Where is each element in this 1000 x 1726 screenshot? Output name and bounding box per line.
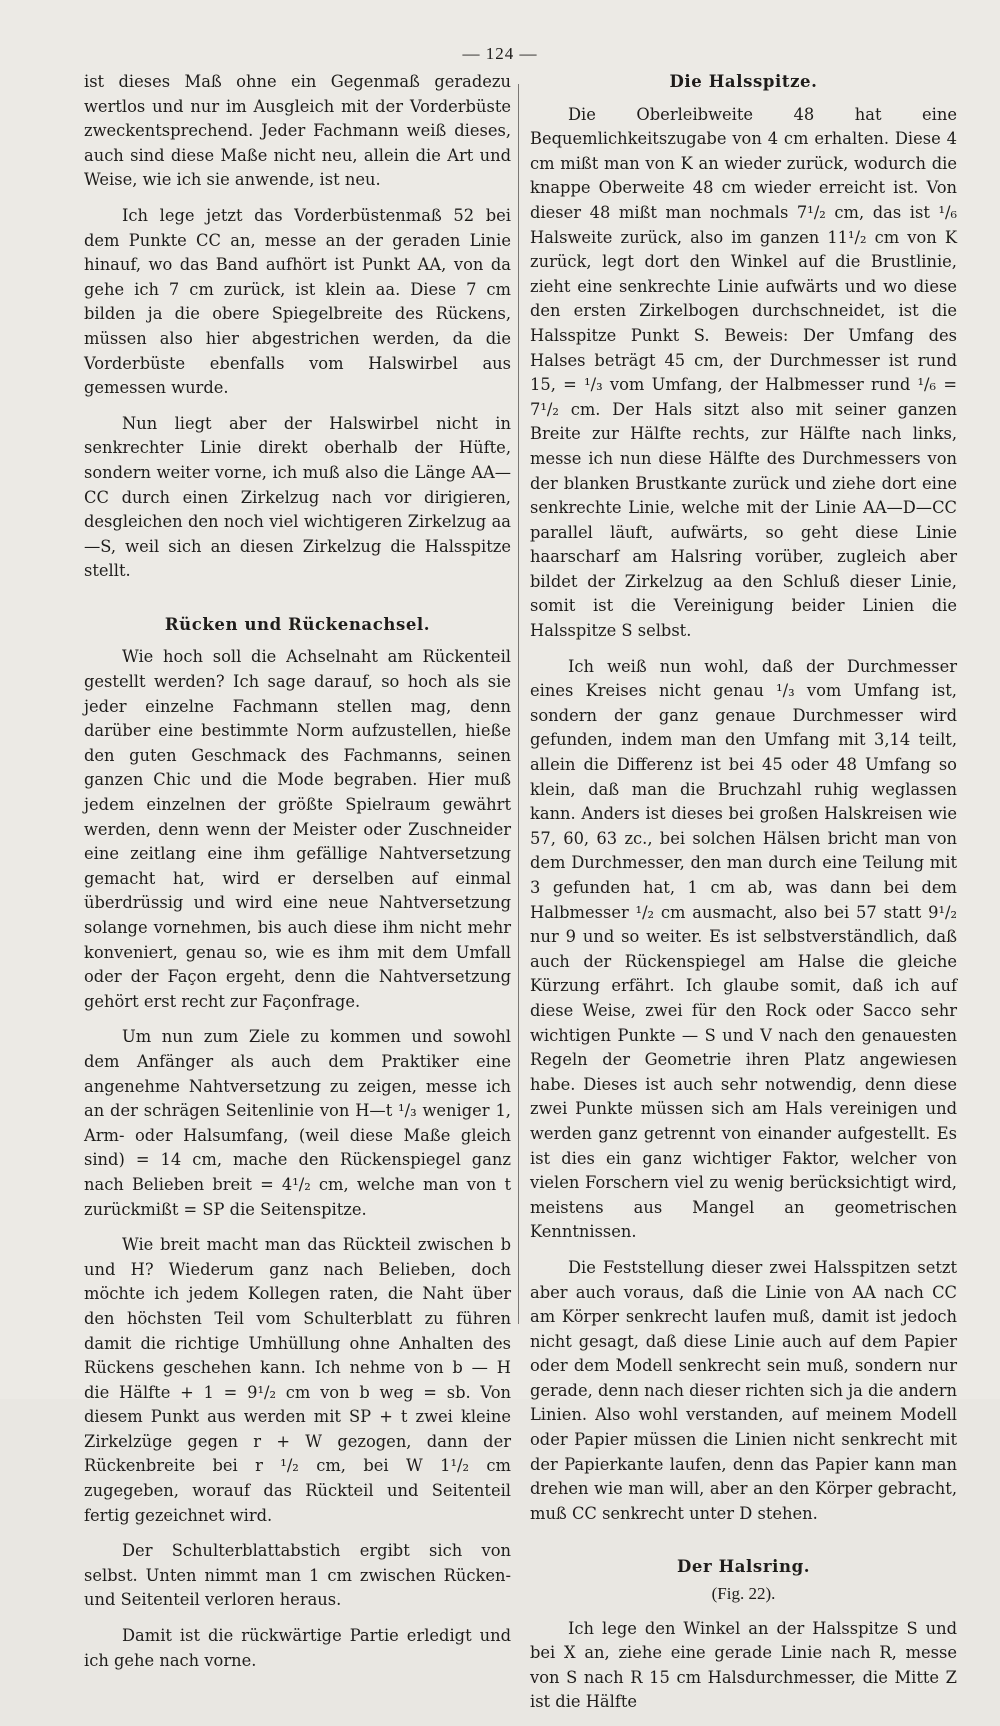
page-number: — 124 —: [462, 44, 538, 63]
section-heading: Rücken und Rückenachsel.: [164, 614, 431, 634]
paragraph: Ich lege jetzt das Vorderbüstenmaß 52 bei dem Punkte CC an, messe an der geraden Linie hinauf, wo das Band aufhört ist Punkt AA, von da gehe ich 7 cm zurück, ist klein aa. Diese 7 cm bilden ja die obere Spiegelbreite des Rückens, müssen also hier abgestrichen werden, da die Vorderbüste ebenfalls vom Halswirbel aus gemessen wurde.: [84, 205, 511, 398]
section-heading: Der Halsring.: [676, 1557, 811, 1577]
paragraph: Um nun zum Ziele zu kommen und sowohl dem Anfänger als auch dem Praktiker eine angenehme Nahtversetzung zu zeigen, messe ich an der schrägen Seitenlinie von H—t ¹/₃ weniger 1, Arm- oder Halsumfang, (weil diese Maße gleich sind) = 14 cm, mache den Rückenspiegel ganz nach Belieben breit = 4¹/₂ cm, welche man von t zurückmißt = SP die Seitenspitze.: [84, 1027, 511, 1219]
paragraph: Damit ist die rückwärtige Partie erledigt und ich gehe nach vorne.: [84, 1626, 511, 1670]
right-column: [530, 70, 957, 1726]
paragraph: ist dieses Maß ohne ein Gegenmaß geradezu wertlos und nur im Ausgleich mit der Vorderbüste zweckentsprechend. Jeder Fachmann weiß dieses, auch sind diese Maße nicht neu, allein die Art und Weise, wie ich sie anwende, ist neu.: [84, 72, 511, 190]
paragraph: Die Oberleibweite 48 hat eine Bequemlichkeitszugabe von 4 cm erhalten. Diese 4 cm mißt man von K an wieder zurück, wodurch die knappe Oberweite 48 cm wieder erreicht ist. Von dieser 48 mißt man nochmals 7¹/₂ cm, das ist ¹/₆ Halsweite zurück, also im ganzen 11¹/₂ cm von K zurück, legt dort den Winkel auf die Brustlinie, zieht eine senkrechte Linie aufwärts und wo diese den ersten Zirkelbogen durchschneidet, ist die Halsspitze Punkt S. Beweis: Der Umfang des Halses beträgt 45 cm, der Durchmesser ist rund 15, = ¹/₃ vom Umfang, der Halbmesser rund ¹/₆ = 7¹/₂ cm. Der Hals sitzt also mit seiner ganzen Breite zur Hälfte rechts, zur Hälfte nach links, messe ich nun diese Hälfte des Durchmessers von der blanken Brustkante zurück und ziehe dort eine senkrechte Linie, welche mit der Linie AA—D—CC parallel läuft, aufwärts, so geht diese Linie haarscharf am Halsring vorüber, zugleich aber bildet der Zirkelzug aa den Schluß dieser Linie, somit ist die Vereinigung beider Linien die Halsspitze S selbst.: [530, 104, 957, 641]
left-column: [84, 70, 511, 1684]
paragraph: Die Feststellung dieser zwei Halsspitzen setzt aber auch voraus, daß die Linie von AA nach CC am Körper senkrecht laufen muß, damit ist jedoch nicht gesagt, daß diese Linie auch auf dem Papier oder dem Modell senkrecht sein muß, sondern nur gerade, denn nach dieser richten sich ja die andern Linien. Also wohl verstanden, auf meinem Modell oder Papier müssen die Linien nicht senkrecht mit der Papierkante laufen, denn das Papier kann man drehen wie man will, aber an den Körper gebracht, muß CC senkrecht unter D stehen.: [530, 1257, 958, 1523]
paragraph: Ich lege den Winkel an der Halsspitze S und bei X an, ziehe eine gerade Linie nach R, messe von S nach R 15 cm Halsdurchmesser, die Mitte Z ist die Hälfte: [530, 1618, 957, 1712]
paragraph: Wie breit macht man das Rückteil zwischen b und H? Wiederum ganz nach Belieben, doch möchte ich jedem Kollegen raten, die Naht über den höchsten Teil vom Schulterblatt zu führen damit die richtige Umhüllung ohne Anhalten des Rückens geschehen kann. Ich nehme von b — H die Hälfte + 1 = 9¹/₂ cm von b weg = sb. Von diesem Punkt aus werden mit SP + t zwei kleine Zirkelzüge gegen r + W gezogen, dann der Rückenbreite bei r ¹/₂ cm, bei W 1¹/₂ cm zugegeben, worauf das Rückteil und Seitenteil fertig gezeichnet wird.: [84, 1235, 511, 1525]
figure-reference: (Fig. 22).: [711, 1584, 776, 1604]
section-heading: Die Halsspitze.: [669, 72, 818, 91]
paragraph: Der Schulterblattabstich ergibt sich von selbst. Unten nimmt man 1 cm zwischen Rücken- und Seitenteil verloren heraus.: [84, 1541, 511, 1610]
paragraph: Wie hoch soll die Achselnaht am Rückenteil gestellt werden? Ich sage darauf, so hoch als sie jeder einzelne Fachmann stellen mag, denn darüber eine bestimmte Norm aufzustellen, hieße den guten Geschmack des Fachmanns, seinen ganzen Chic und die Mode begraben. Hier muß jedem einzelnen der größte Spielraum gewährt werden, denn wenn der Meister oder Zuschneider eine zeitlang eine ihm gefällige Nahtversetzung gemacht hat, wird er derselben auf einmal überdrüssig und wird eine neue Nahtversetzung solange vornehmen, bis auch diese ihm nicht mehr konveniert, genau so, wie es ihm mit dem Umfall oder der Façon ergeht, denn die Nahtversetzung gehört erst recht zur Façonfrage.: [84, 647, 511, 1011]
column-divider: [518, 84, 519, 1324]
paragraph: Nun liegt aber der Halswirbel nicht in senkrechter Linie direkt oberhalb der Hüfte, sondern weiter vorne, ich muß also die Länge AA—CC durch einen Zirkelzug nach vor dirigieren, desgleichen den noch viel wichtigeren Zirkelzug aa—S, weil sich an diesen Zirkelzug die Halsspitze stellt.: [84, 413, 511, 581]
paragraph: Ich weiß nun wohl, daß der Durchmesser eines Kreises nicht genau ¹/₃ vom Umfang ist, sondern der ganz genaue Durchmesser wird gefunden, indem man den Umfang mit 3,14 teilt, allein die Differenz ist bei 45 oder 48 Umfang so klein, daß man die Bruchzahl ruhig weglassen kann. Anders ist dieses bei großen Halskreisen wie 57, 60, 63 zc., bei solchen Hälsen bricht man von dem Durchmesser, den man durch eine Teilung mit 3 gefunden hat, 1 cm ab, was dann bei dem Halbmesser ¹/₂ cm ausmacht, also bei 57 statt 9¹/₂ nur 9 und so weiter. Es ist selbstverständlich, daß auch der Rückenspiegel am Halse die gleiche Kürzung erfährt. Ich glaube somit, daß ich auf diese Weise, zwei für den Rock oder Sacco sehr wichtigen Punkte — S und V nach den genauesten Regeln der Geometrie ihren Platz angewiesen habe. Dieses ist auch sehr notwendig, denn diese zwei Punkte müssen sich am Hals vereinigen und werden ganz getrennt von einander aufgestellt. Es ist dies ein ganz wichtiger Faktor, welcher von vielen Forschern viel zu wenig berücksichtigt wird, meistens aus Mangel an geometrischen Kenntnissen.: [530, 656, 957, 1242]
